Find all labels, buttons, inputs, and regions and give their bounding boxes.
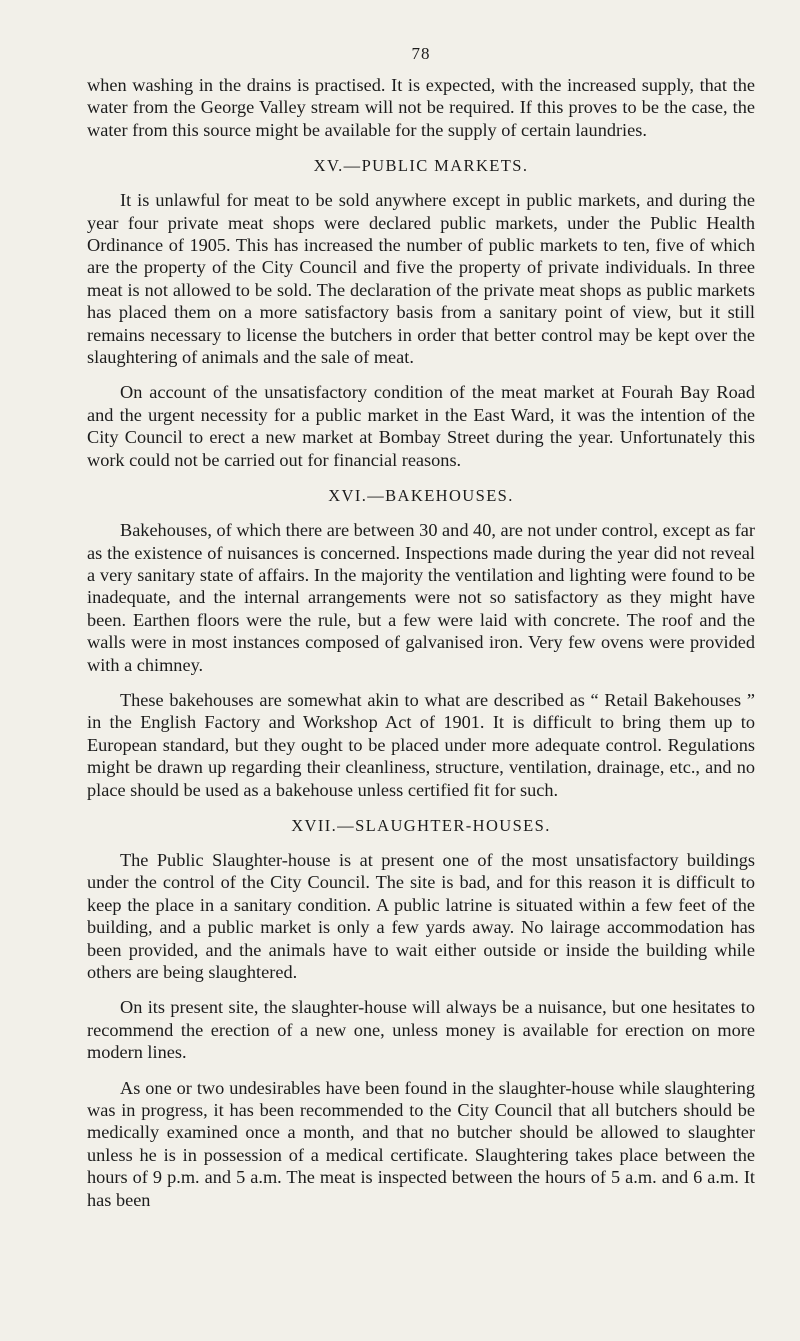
paragraph: Bakehouses, of which there are between 30 and 40, are not under control, except as far as the existence of nuisances is concerned. Inspections made during the year did not reveal a very sanitary state of affairs. In the majority the ventilation and lighting were found to be inadequate, and the internal arrangements were not so satisfactory as they might have been. Earthen floors were the rule, but a few were laid with concrete. The roof and the walls were in most instances composed of galvanised iron. Very few ovens were provided with a chimney. <box>87 520 755 675</box>
section-heading-public-markets: XV.—PUBLIC MARKETS. <box>313 156 529 176</box>
section-heading-bakehouses: XVI.—BAKEHOUSES. <box>328 486 514 506</box>
paragraph: The Public Slaughter-house is at present one of the most unsatisfactory buildings under the control of the City Council. The site is bad, and for this reason it is difficult to keep the place in a sanitary condition. A public latrine is situated within a few feet of the building, and a public market is only a few yards away. No lairage accommodation has been provided, and the animals have to wait either outside or inside the building while others are being slaughtered. <box>87 849 755 982</box>
paragraph: It is unlawful for meat to be sold anywhere except in public markets, and during the year four private meat shops were declared public markets, under the Public Health Ordinance of 1905. This has increased the number of public markets to ten, five of which are the property of the City Council and five the property of private individuals. In three meat is not allowed to be sold. The declaration of the private meat shops as public markets has placed them on a more satisfactory basis from a sanitary point of view, but it still remains necessary to license the butchers in order that better control may be kept over the slaughtering of animals and the sale of meat. <box>87 190 755 368</box>
paragraph: On its present site, the slaughter-house will always be a nuisance, but one hesitates to recommend the erection of a new one, unless money is available for erection on more modern lines. <box>87 997 755 1063</box>
document-page <box>87 0 755 1211</box>
section-heading-slaughter-houses: XVII.—SLAUGHTER-HOUSES. <box>291 815 551 835</box>
paragraph: As one or two undesirables have been found in the slaughter-house while slaughtering was in progress, it has been recommended to the City Council that all butchers should be medically examined once a month, and that no butcher should be allowed to slaughter unless he is in possession of a medical certificate. Slaughtering takes place between the hours of 9 p.m. and 5 a.m. The meat is inspected between the hours of 5 a.m. and 6 a.m. It has been <box>87 1077 755 1210</box>
paragraph: These bakehouses are somewhat akin to what are described as “ Retail Bakehouses ” in the English Factory and Workshop Act of 1901. It is difficult to bring them up to European standard, but they ought to be placed under more adequate control. Regulations might be drawn up regarding their cleanliness, structure, ventilation, drainage, etc., and no place should be used as a bakehouse unless certified fit for such. <box>87 689 755 800</box>
continuation-paragraph: when washing in the drains is practised. It is expected, with the increased supply, that the water from the George Valley stream will not be required. If this proves to be the case, the water from this source might be available for the supply of certain laundries. <box>87 75 755 140</box>
paragraph: On account of the unsatisfactory condition of the meat market at Fourah Bay Road and the urgent necessity for a public market in the East Ward, it was the intention of the City Council to erect a new market at Bombay Street during the year. Unfortunately this work could not be carried out for financial reasons. <box>87 382 755 470</box>
page-number: 78 <box>411 44 431 63</box>
